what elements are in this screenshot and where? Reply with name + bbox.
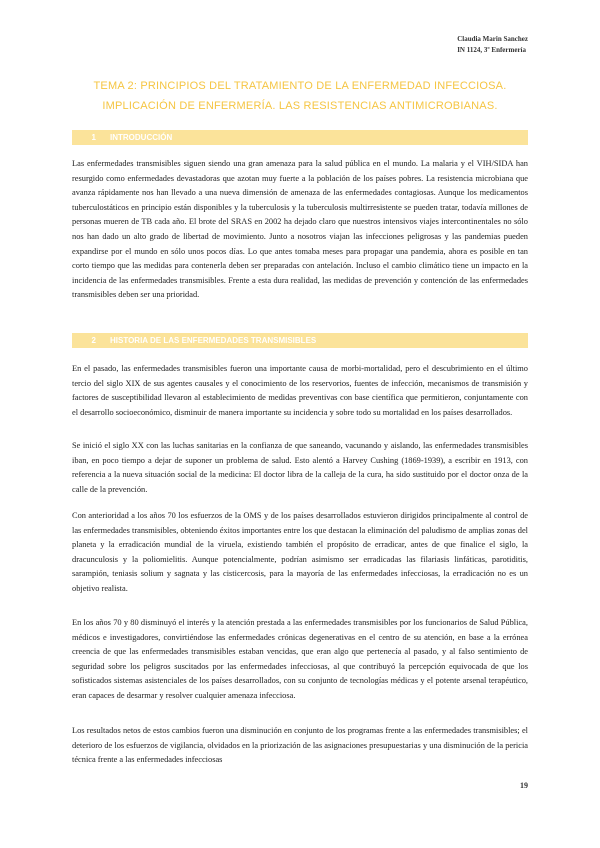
author-name: Claudia Marin Sanchez	[457, 35, 528, 43]
header-author-block	[457, 34, 528, 56]
paragraph-historia-3: Con anterioridad a los años 70 los esfuerzos de la OMS y de los países desarrollados estuvieron dirigidos principalmente al control de las enfermedades transmisibles, obteniendo éxitos importantes entre los que destacan la eliminación del paludismo de amplias zonas del planeta y la erradicación mundial de la viruela, existiendo también el propósito de erradicar, antes de que finalice el siglo, la dracunculosis y la poliomielitis. Aunque potencialmente, podrían asimismo ser erradicadas las filariasis linfáticas, parotiditis, sarampión, teniasis solium y sagnata y las cisticercosis, para la mayoría de las enfermedades infecciosas, la erradicación no es un objetivo realista.	[72, 511, 528, 593]
paragraph-historia-1: En el pasado, las enfermedades transmisibles fueron una importante causa de morbi-mortalidad, pero el descubrimiento en el último tercio del siglo XIX de sus agentes causales y el conocimiento de los reservorios, fuentes de infección, mecanismos de transmisión y factores de susceptibilidad llevaron al establecimiento de medidas preventivas con base científica que permitieron, conjuntamente con el desarrollo socioeconómico, disminuir de manera importante su incidencia y sobre todo su mortalidad en los países desarrollados.	[72, 364, 528, 417]
paragraph-historia-5: Los resultados netos de estos cambios fueron una disminución en conjunto de los programas frente a las enfermedades transmisibles; el deterioro de los esfuerzos de vigilancia, olvidados en la priorización de las asignaciones presupuestarias y una disminución de la pericia técnica frente a las enfermedades infecciosas	[72, 726, 528, 765]
section-heading-historia	[72, 333, 528, 348]
section-label: HISTORIA DE LAS ENFERMEDADES TRANSMISIBLES	[110, 336, 317, 345]
document-title: TEMA 2: PRINCIPIOS DEL TRATAMIENTO DE LA ENFERMEDAD INFECCIOSA. IMPLICACIÓN DE ENFERMERÍA. LAS RESISTENCIAS ANTIMICROBIANAS.	[93, 80, 507, 112]
paragraph-introduccion: Las enfermedades transmisibles siguen siendo una gran amenaza para la salud pública en el mundo. La malaria y el VIH/SIDA han resurgido como enfermedades devastadoras que azotan muy fuerte a la población de los países pobres. La resistencia microbiana que avanza rápidamente nos han llevado a una nueva dimensión de amenaza de las enfermedades contagiosas. Aunque los medicamentos tuberculostáticos en principio están disponibles y la tuberculosis y la tuberculosis multirresistente se pueden tratar, todavía millones de personas mueren de TB cada año. El brote del SRAS en 2002 ha dejado claro que nuestros intensivos viajes intercontinentales no sólo nos han dado un alto grado de libertad de movimiento. Junto a nosotros viajan las infecciones peligrosas y las pandemias pueden expandirse por el mundo en sólo unos pocos días. Lo que antes tomaba meses para propagar una pandemia, ahora es posible en tan corto tiempo que las medidas para contenerla deben ser preparadas con antelación. Incluso el cambio climático tiene un impacto en la incidencia de las enfermedades transmisibles. Frente a esta dura realidad, las medidas de prevención y contención de las enfermedades transmisibles deben ser una prioridad.	[72, 159, 528, 300]
paragraph-historia-4: En los años 70 y 80 disminuyó el interés y la atención prestada a las enfermedades transmisibles por los funcionarios de Salud Pública, médicos e investigadores, convirtiéndose las enfermedades crónicas degenerativas en el centro de su atención, en base a la errónea creencia de que las enfermedades transmisibles estaban vencidas, que eran algo que pertenecía al pasado, y al falso sentimiento de seguridad sobre los peligros suscitados por las enfermedades infecciosas, al que contribuyó la percepción equivocada de que los sofisticados sistemas asistenciales de los países desarrollados, con su conjunto de tecnologías médicas y el potente arsenal terapéutico, eran capaces de desarmar y resolver cualquier amenaza infecciosa.	[72, 618, 528, 700]
section-number: 2	[91, 336, 96, 345]
section-heading-introduccion	[72, 130, 528, 145]
paragraph-historia-2: Se inició el siglo XX con las luchas sanitarias en la confianza de que saneando, vacunando y aislando, las enfermedades transmisibles iban, en poco tiempo a dejar de suponer un problema de salud. Esto alentó a Harvey Cushing (1869-1939), a escribir en 1913, con referencia a la nueva situación social de la medicina: El doctor libra de la calleja de la cura, ha sido sustituido por el doctor onza de la calle de la prevención.	[72, 441, 528, 494]
section-label: INTRODUCCIÓN	[110, 133, 173, 142]
section-number: 1	[91, 133, 96, 142]
author-group: IN 1124, 3º Enfermería	[457, 46, 527, 54]
page-number: 19	[520, 781, 528, 790]
